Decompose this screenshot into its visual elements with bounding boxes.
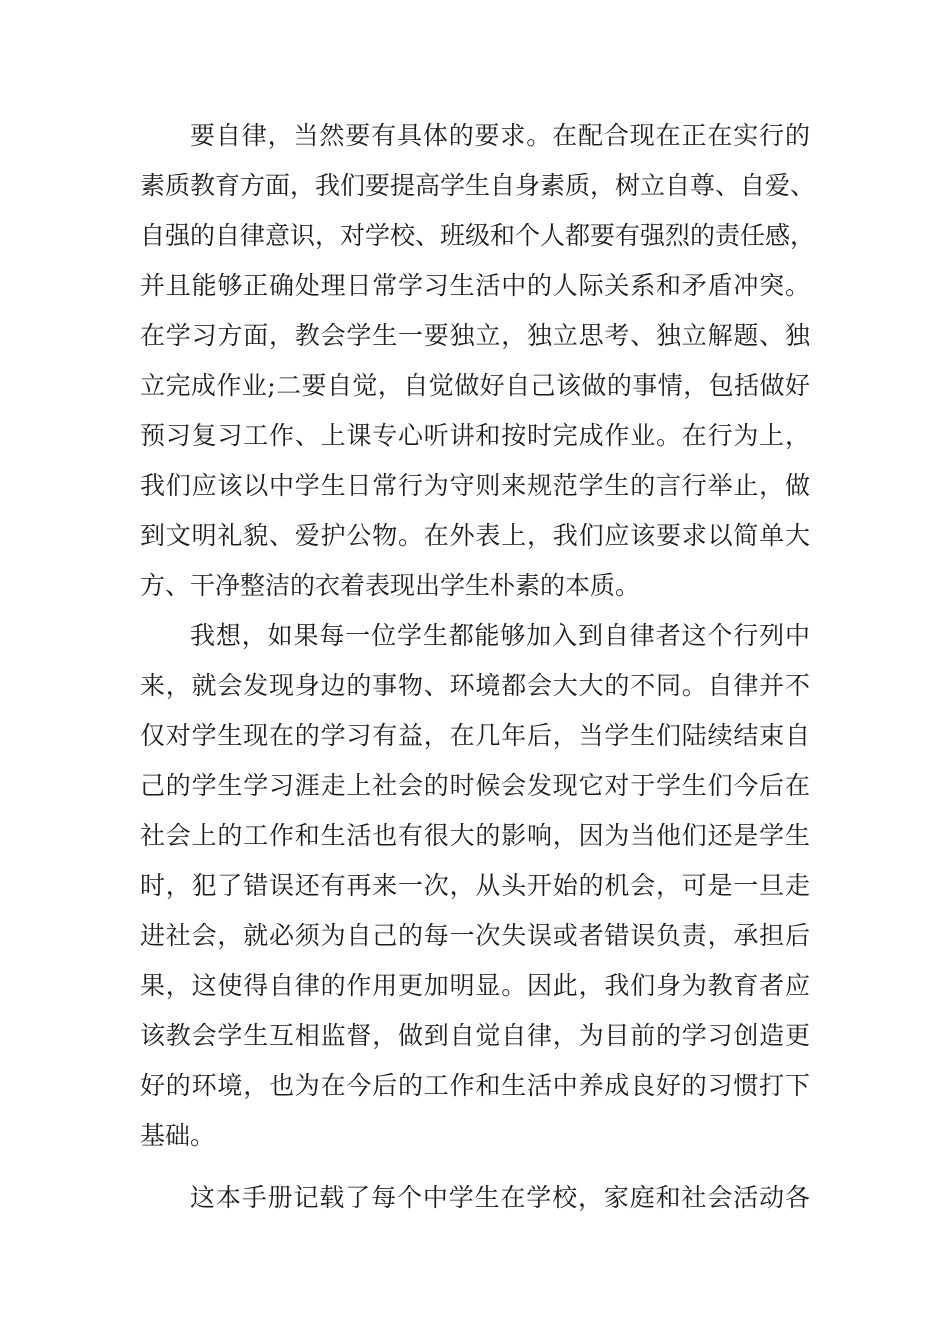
paragraph-line: 要自律，当然要有具体的要求。在配合现在正在实行的 — [190, 121, 810, 150]
paragraph-line: 基础。 — [140, 1121, 216, 1150]
paragraph-line: 好的环境，也为在今后的工作和生活中养成良好的习惯打下 — [140, 1071, 810, 1100]
paragraph-line: 立完成作业;二要自觉，自觉做好自己该做的事情，包括做好 — [140, 371, 810, 400]
paragraph-line: 自强的自律意识，对学校、班级和个人都要有强烈的责任感， — [140, 221, 816, 250]
paragraph-line: 来，就会发现身边的事物、环境都会大大的不同。自律并不 — [140, 671, 810, 700]
paragraph-line: 果，这使得自律的作用更加明显。因此，我们身为教育者应 — [140, 971, 810, 1000]
paragraph-line: 素质教育方面，我们要提高学生自身素质，树立自尊、自爱、 — [140, 171, 816, 200]
paragraph-line: 到文明礼貌、爱护公物。在外表上，我们应该要求以简单大 — [140, 521, 810, 550]
paragraph-line: 时，犯了错误还有再来一次，从头开始的机会，可是一旦走 — [140, 871, 810, 900]
body-text — [140, 111, 816, 1223]
paragraph-line: 己的学生学习涯走上社会的时候会发现它对于学生们今后在 — [140, 771, 810, 800]
paragraph-line: 方、干净整洁的衣着表现出学生朴素的本质。 — [140, 571, 641, 600]
paragraph-line: 仅对学生现在的学习有益，在几年后，当学生们陆续结束自 — [140, 721, 810, 750]
paragraph-line: 我想，如果每一位学生都能够加入到自律者这个行列中 — [190, 621, 810, 650]
paragraph-line: 我们应该以中学生日常行为守则来规范学生的言行举止，做 — [140, 471, 810, 500]
paragraph-line: 进社会，就必须为自己的每一次失误或者错误负责，承担后 — [140, 921, 810, 950]
paragraph-line: 预习复习工作、上课专心听讲和按时完成作业。在行为上， — [140, 421, 810, 450]
paragraph-line: 社会上的工作和生活也有很大的影响，因为当他们还是学生 — [140, 821, 810, 850]
paragraph-line: 该教会学生互相监督，做到自觉自律，为目前的学习创造更 — [140, 1021, 810, 1050]
paragraph-line: 在学习方面，教会学生一要独立，独立思考、独立解题、独 — [140, 321, 810, 350]
paragraph-line: 这本手册记载了每个中学生在学校，家庭和社会活动各 — [190, 1183, 810, 1212]
paragraph-line: 并且能够正确处理日常学习生活中的人际关系和矛盾冲突。 — [140, 271, 810, 300]
